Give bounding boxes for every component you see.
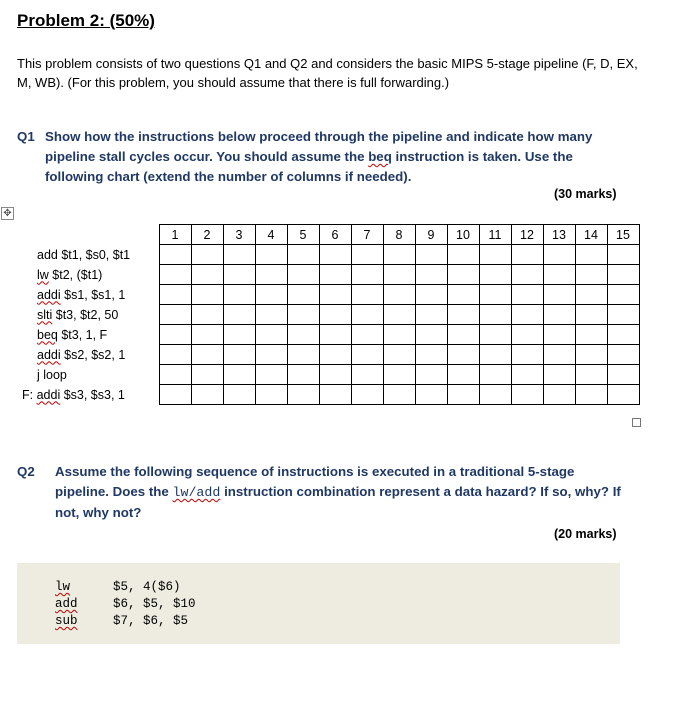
cycle-header: 9 [415, 225, 447, 245]
q1-keyword: beq [368, 149, 392, 164]
table-cell[interactable] [575, 265, 607, 285]
table-cell[interactable] [575, 385, 607, 405]
table-cell[interactable] [479, 265, 511, 285]
table-row [17, 325, 639, 345]
code-args: $6, $5, $10 [113, 597, 196, 611]
table-cell[interactable] [479, 325, 511, 345]
table-cell[interactable] [287, 305, 319, 325]
q2-text [55, 462, 627, 523]
table-cell[interactable] [383, 345, 415, 365]
q1-marks: (30 marks) [554, 187, 617, 201]
table-cell[interactable] [383, 325, 415, 345]
q2-code-term: lw/add [172, 485, 221, 500]
table-cell[interactable] [447, 305, 479, 325]
table-cell[interactable] [575, 365, 607, 385]
table-cell[interactable] [415, 285, 447, 305]
table-cell[interactable] [479, 365, 511, 385]
table-cell[interactable] [319, 385, 351, 405]
cycle-header: 10 [447, 225, 479, 245]
instruction-label: beq $t3, 1, F [37, 327, 108, 342]
table-cell[interactable] [159, 245, 191, 265]
table-cell[interactable] [575, 345, 607, 365]
table-cell[interactable] [351, 385, 383, 405]
table-cell[interactable] [543, 385, 575, 405]
table-cell[interactable] [255, 385, 287, 405]
table-cell[interactable] [415, 245, 447, 265]
table-cell[interactable] [223, 385, 255, 405]
q1-text-after: instruction is taken. Use the following chart (extend the number of columns if needed). [45, 149, 573, 184]
instruction-label: slti $t3, $t2, 50 [37, 307, 119, 322]
table-cell[interactable] [159, 265, 191, 285]
cycle-header: 7 [351, 225, 383, 245]
table-cell[interactable] [287, 325, 319, 345]
q1-text-before: Show how the instructions below proceed through the pipeline and indicate how many pipeline stall cycles occur. You should assume the [45, 129, 593, 164]
table-cell[interactable] [351, 305, 383, 325]
table-cell[interactable] [511, 325, 543, 345]
table-cell[interactable] [191, 325, 223, 345]
code-op: lw [55, 580, 71, 594]
table-cell[interactable] [415, 325, 447, 345]
cycle-header: 4 [255, 225, 287, 245]
cycle-header: 13 [543, 225, 575, 245]
table-cell[interactable] [255, 365, 287, 385]
table-cell[interactable] [287, 265, 319, 285]
table-cell[interactable] [511, 245, 543, 265]
table-cell[interactable] [191, 285, 223, 305]
instruction-label: lw $t2, ($t1) [37, 267, 103, 282]
code-line [55, 596, 196, 613]
table-cell[interactable] [319, 365, 351, 385]
table-cell[interactable] [511, 385, 543, 405]
table-cell[interactable] [511, 345, 543, 365]
table-cell[interactable] [447, 285, 479, 305]
table-cell[interactable] [159, 325, 191, 345]
question-2 [17, 462, 627, 523]
cycle-header: 5 [287, 225, 319, 245]
instruction-label: F: addi $s3, $s3, 1 [22, 387, 125, 402]
table-cell[interactable] [351, 245, 383, 265]
table-cell[interactable] [351, 265, 383, 285]
table-cell[interactable] [479, 245, 511, 265]
table-cell[interactable] [287, 285, 319, 305]
table-cell[interactable] [383, 245, 415, 265]
table-cell[interactable] [191, 305, 223, 325]
table-cell[interactable] [511, 285, 543, 305]
table-cell[interactable] [447, 245, 479, 265]
intro-paragraph: This problem consists of two questions Q1 and Q2 and considers the basic MIPS 5-stage pipeline (F, D, EX, M, WB). (For this problem, you should assume that there is full forwarding.) [17, 56, 638, 90]
table-cell[interactable] [575, 325, 607, 345]
table-cell[interactable] [351, 365, 383, 385]
table-cell[interactable] [191, 345, 223, 365]
table-cell[interactable] [319, 265, 351, 285]
table-cell[interactable] [255, 285, 287, 305]
table-cell[interactable] [447, 385, 479, 405]
table-cell[interactable] [511, 305, 543, 325]
table-cell[interactable] [575, 305, 607, 325]
table-cell[interactable] [351, 325, 383, 345]
table-cell[interactable] [415, 265, 447, 285]
q2-marks: (20 marks) [554, 527, 617, 541]
cycle-header: 6 [319, 225, 351, 245]
table-cell[interactable] [319, 245, 351, 265]
table-cell[interactable] [319, 285, 351, 305]
pipeline-chart [17, 224, 640, 405]
table-cell[interactable] [319, 345, 351, 365]
table-cell[interactable] [607, 385, 639, 405]
instruction-label: addi $s1, $s1, 1 [37, 287, 126, 302]
table-cell[interactable] [159, 285, 191, 305]
table-row [17, 265, 639, 285]
instruction-label: j loop [37, 367, 67, 382]
table-cell[interactable] [159, 385, 191, 405]
table-cell[interactable] [607, 305, 639, 325]
table-cell[interactable] [479, 285, 511, 305]
table-cell[interactable] [383, 305, 415, 325]
table-cell[interactable] [255, 325, 287, 345]
table-cell[interactable] [223, 305, 255, 325]
table-cell[interactable] [255, 345, 287, 365]
code-op: sub [55, 614, 78, 628]
table-cell[interactable] [543, 365, 575, 385]
table-row [17, 345, 639, 365]
table-cell[interactable] [351, 285, 383, 305]
table-cell[interactable] [383, 265, 415, 285]
table-cell[interactable] [447, 345, 479, 365]
resize-square-icon[interactable] [632, 418, 641, 427]
table-cell[interactable] [607, 365, 639, 385]
table-cell[interactable] [607, 245, 639, 265]
table-cell[interactable] [543, 325, 575, 345]
table-cell[interactable] [479, 305, 511, 325]
problem-title: Problem 2: (50%) [17, 11, 155, 30]
table-cell[interactable] [223, 325, 255, 345]
table-cell[interactable] [159, 365, 191, 385]
table-row [17, 365, 639, 385]
table-cell[interactable] [223, 265, 255, 285]
table-cell[interactable] [383, 285, 415, 305]
table-cell[interactable] [255, 245, 287, 265]
table-cell[interactable] [607, 285, 639, 305]
code-args: $7, $6, $5 [113, 614, 189, 628]
table-cell[interactable] [287, 345, 319, 365]
instruction-label: addi $s2, $s2, 1 [37, 347, 126, 362]
cycle-header: 1 [159, 225, 191, 245]
table-cell[interactable] [223, 285, 255, 305]
code-op: add [55, 597, 78, 611]
code-line [55, 613, 196, 630]
table-cell[interactable] [415, 365, 447, 385]
cycle-header: 14 [575, 225, 607, 245]
table-cell[interactable] [447, 325, 479, 345]
table-cell[interactable] [511, 265, 543, 285]
instr-op: lw [37, 267, 49, 282]
table-cell[interactable] [319, 325, 351, 345]
header-blank [17, 225, 159, 245]
table-cell[interactable] [479, 345, 511, 365]
table-cell[interactable] [223, 365, 255, 385]
instruction-label: add $t1, $s0, $t1 [37, 247, 131, 262]
table-row [17, 385, 639, 405]
table-cell[interactable] [543, 265, 575, 285]
table-cell[interactable] [575, 285, 607, 305]
table-cell[interactable] [415, 345, 447, 365]
table-cell[interactable] [543, 345, 575, 365]
cycle-header: 11 [479, 225, 511, 245]
table-cell[interactable] [191, 385, 223, 405]
cycle-header: 2 [191, 225, 223, 245]
table-cell[interactable] [543, 285, 575, 305]
column-header-row [17, 225, 639, 245]
table-cell[interactable] [287, 385, 319, 405]
cycle-header: 8 [383, 225, 415, 245]
table-cell[interactable] [447, 265, 479, 285]
table-row [17, 305, 639, 325]
table-cell[interactable] [543, 305, 575, 325]
table-cell[interactable] [223, 245, 255, 265]
table-cell[interactable] [511, 365, 543, 385]
q2-label: Q2 [17, 464, 35, 479]
table-cell[interactable] [255, 305, 287, 325]
table-cell[interactable] [255, 265, 287, 285]
table-cell[interactable] [159, 345, 191, 365]
table-cell[interactable] [191, 265, 223, 285]
table-cell[interactable] [319, 305, 351, 325]
table-cell[interactable] [159, 305, 191, 325]
move-arrows-icon[interactable]: ✥ [1, 207, 14, 220]
table-cell[interactable] [575, 245, 607, 265]
table-cell[interactable] [415, 385, 447, 405]
cycle-header: 12 [511, 225, 543, 245]
cycle-header: 3 [223, 225, 255, 245]
table-cell[interactable] [191, 245, 223, 265]
q1-label: Q1 [17, 129, 35, 144]
table-cell[interactable] [447, 365, 479, 385]
table-cell[interactable] [383, 365, 415, 385]
q2-text-after: instruction combination represent a data hazard? If so, why? If not, why not? [55, 484, 621, 520]
table-cell[interactable] [607, 345, 639, 365]
table-cell[interactable] [351, 345, 383, 365]
code-block [17, 563, 620, 644]
code-line [55, 579, 196, 596]
cycle-header: 15 [607, 225, 639, 245]
table-cell[interactable] [415, 305, 447, 325]
q1-text [45, 127, 627, 187]
table-row [17, 285, 639, 305]
question-1 [17, 127, 627, 187]
table-cell[interactable] [607, 325, 639, 345]
table-cell[interactable] [223, 345, 255, 365]
table-cell[interactable] [383, 385, 415, 405]
table-cell[interactable] [287, 365, 319, 385]
code-listing [55, 579, 196, 630]
table-cell[interactable] [543, 245, 575, 265]
q2-text-before: Assume the following sequence of instructions is executed in a traditional 5-stage pipeline. Does the [55, 464, 575, 499]
table-cell[interactable] [287, 245, 319, 265]
table-cell[interactable] [191, 365, 223, 385]
table-cell[interactable] [479, 385, 511, 405]
code-args: $5, 4($6) [113, 580, 181, 594]
table-row [17, 245, 639, 265]
table-cell[interactable] [607, 265, 639, 285]
